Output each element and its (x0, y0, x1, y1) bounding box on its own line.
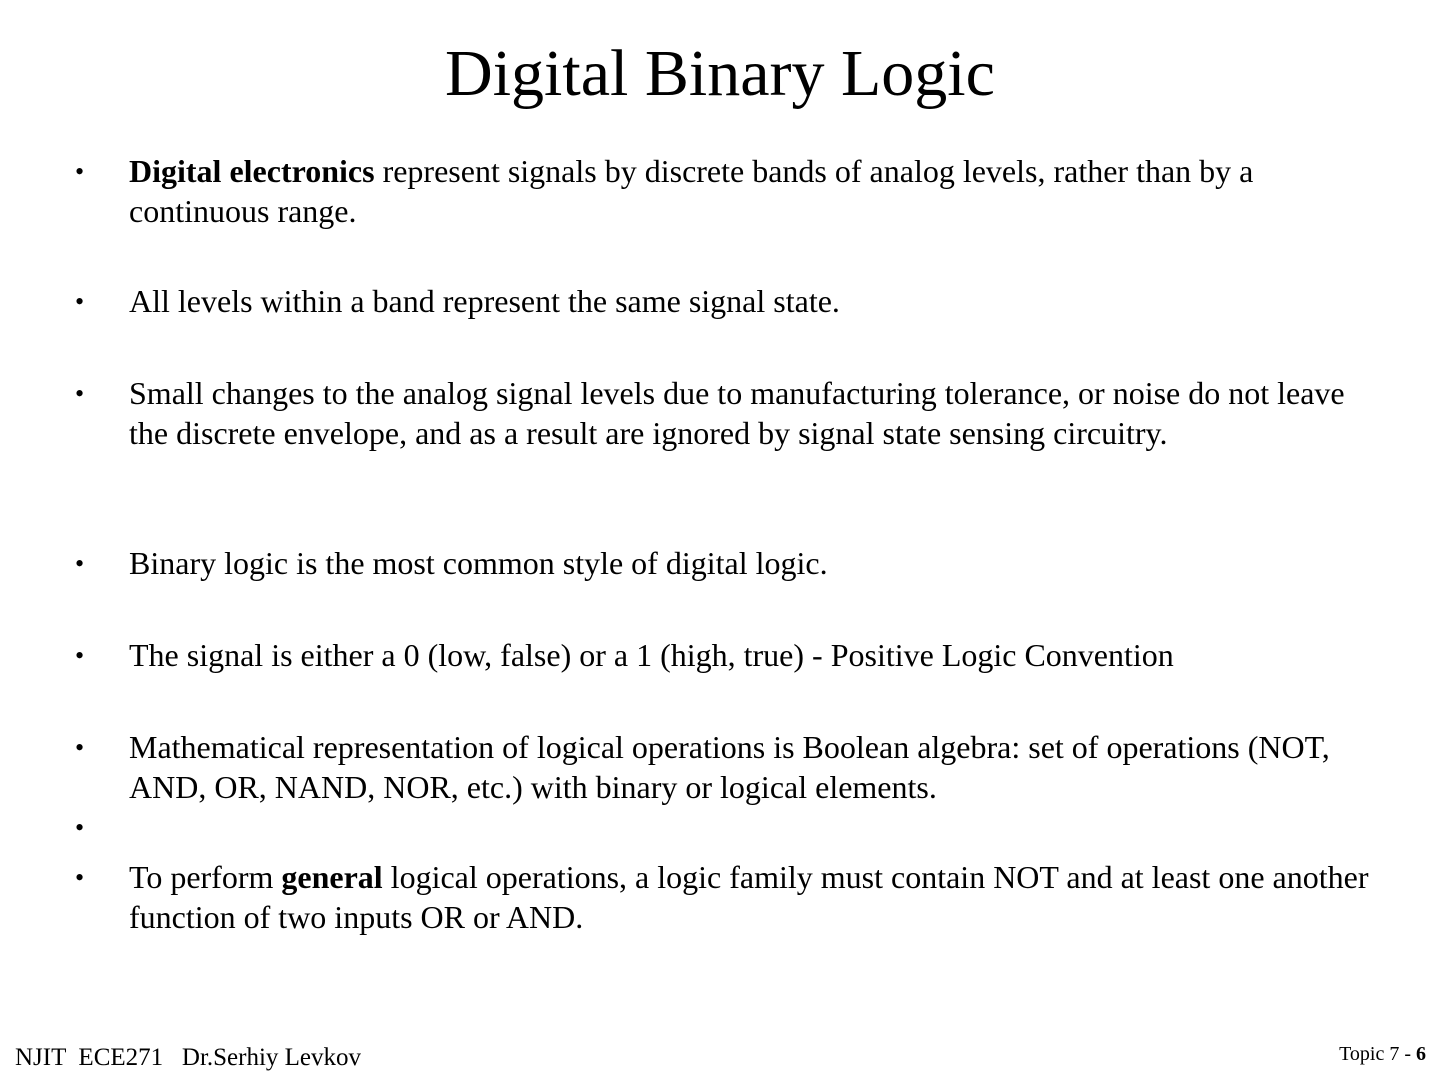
bullet-icon: • (75, 733, 85, 762)
bullet-icon: • (75, 813, 85, 842)
footer-course-info: NJIT ECE271 Dr.Serhiy Levkov (15, 1044, 362, 1071)
bullet-item (75, 544, 1369, 584)
bullet-text: Mathematical representation of logical operations is Boolean algebra: set of operations (NOT, AND, OR, NAND, NOR, etc.) with binary or logical elements. (129, 729, 1330, 805)
bullet-bold-text: general (281, 859, 383, 895)
footer-topic-label: Topic 7 - (1339, 1043, 1416, 1065)
bullet-item (75, 728, 1369, 807)
bullet-bold-text: Digital electronics (129, 153, 375, 189)
bullet-icon: • (75, 863, 85, 892)
bullet-item (75, 374, 1369, 453)
bullet-icon: • (75, 379, 85, 408)
bullet-item (75, 282, 1369, 322)
bullet-item (75, 636, 1369, 676)
bullet-item (75, 152, 1369, 231)
bullet-icon: • (75, 549, 85, 578)
bullet-text-prefix: To perform (129, 859, 282, 895)
bullet-text: All levels within a band represent the same signal state. (129, 283, 840, 319)
bullet-text: Small changes to the analog signal levels due to manufacturing tolerance, or noise do not leave the discrete envelope, and as a result are ignored by signal state sensing circuitry. (129, 375, 1345, 451)
page-number: 6 (1416, 1043, 1426, 1065)
bullet-icon: • (75, 641, 85, 670)
bullet-text: Binary logic is the most common style of digital logic. (129, 545, 828, 581)
bullet-text: represent signals by discrete bands of analog levels, rather than by a continuous range. (129, 153, 1254, 229)
bullet-item (75, 858, 1369, 937)
slide-title: Digital Binary Logic (445, 37, 995, 110)
bullet-icon: • (75, 157, 85, 186)
footer-page-info (1339, 1041, 1426, 1067)
bullet-text: The signal is either a 0 (low, false) or a 1 (high, true) - Positive Logic Convention (129, 637, 1174, 673)
bullet-icon: • (75, 287, 85, 316)
bullet-text: logical operations, a logic family must contain NOT and at least one another function of two inputs OR or AND. (129, 859, 1369, 935)
